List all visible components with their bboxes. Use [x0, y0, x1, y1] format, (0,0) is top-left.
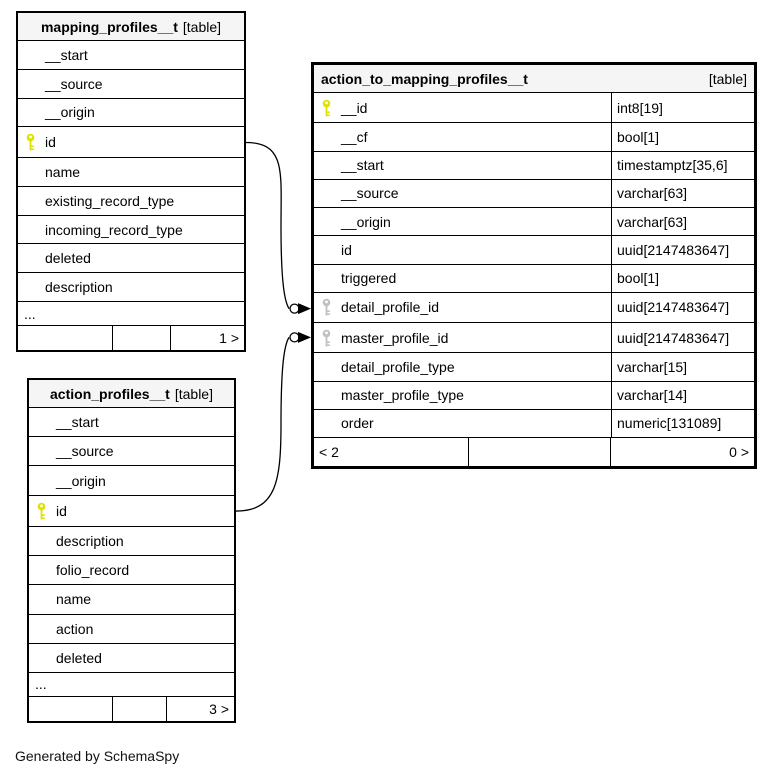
table-footer [314, 438, 754, 466]
column-row-source [314, 180, 754, 208]
column-row-start [314, 152, 754, 180]
column-row-detail-profile-type [314, 353, 754, 381]
column-type: varchar[63] [611, 180, 754, 207]
column-name: __id [341, 99, 368, 116]
column-name: __origin [56, 472, 106, 489]
column-name-cell [18, 158, 244, 186]
fk-connector-action_profiles__t-id [236, 332, 311, 511]
footer-cell-middle [113, 326, 171, 350]
column-row-origin [314, 208, 754, 236]
table-name: action_profiles__t [50, 385, 170, 402]
column-row-cf [314, 123, 754, 151]
column-name-cell [314, 208, 611, 235]
ellipsis-label: ... [35, 676, 47, 693]
column-name-cell [18, 127, 244, 157]
table-header-action-to-mapping-profiles-t[interactable] [314, 65, 754, 93]
column-name-cell [29, 585, 234, 613]
table-node-action-profiles-t[interactable] [27, 378, 236, 723]
more-columns-row [18, 302, 244, 326]
column-name: master_profile_type [341, 387, 464, 404]
foreign-key-icon [314, 298, 341, 316]
table-name: action_to_mapping_profiles__t [321, 70, 528, 87]
column-row-name [29, 585, 234, 614]
column-row-start [29, 408, 234, 437]
column-name: description [56, 532, 124, 549]
column-type: uuid[2147483647] [611, 323, 754, 352]
column-name: incoming_record_type [45, 221, 183, 238]
column-type: numeric[131089] [611, 410, 754, 437]
column-row-id [29, 496, 234, 527]
table-tag: [table] [174, 385, 213, 402]
column-name: triggered [341, 270, 397, 287]
column-name: deleted [56, 649, 102, 666]
column-row-description [18, 273, 244, 302]
column-name: action [56, 620, 94, 637]
column-row-id [18, 127, 244, 158]
table-node-mapping-profiles-t[interactable] [16, 11, 246, 352]
footer-cell-right: 1 > [219, 330, 239, 347]
column-row-id [314, 93, 754, 123]
column-name: id [45, 134, 56, 151]
column-name-cell [18, 216, 244, 244]
column-name: name [56, 591, 92, 608]
footer-cell-right: 3 > [209, 700, 229, 717]
footer-cell-right: 0 > [729, 444, 749, 460]
fk-connector-mapping_profiles__t-id [246, 143, 311, 315]
column-name-cell [314, 382, 611, 409]
column-row-deleted [29, 644, 234, 673]
column-name-cell [18, 187, 244, 215]
column-row-source [29, 437, 234, 466]
table-footer [18, 326, 244, 350]
footer-cell-left [29, 697, 113, 721]
footer-cell-middle [469, 438, 611, 466]
column-name-cell [18, 70, 244, 98]
column-name: __source [341, 185, 399, 202]
column-name: __start [56, 414, 99, 431]
table-header-mapping-profiles-t[interactable] [18, 13, 244, 41]
column-row-existing-record-type [18, 187, 244, 216]
column-name-cell [314, 410, 611, 437]
column-type: bool[1] [611, 123, 754, 150]
column-row-incoming-record-type [18, 216, 244, 245]
column-row-deleted [18, 244, 244, 273]
column-name: detail_profile_id [341, 299, 440, 316]
column-row-id [314, 236, 754, 264]
table-tag: [table] [708, 70, 747, 87]
column-name-cell [29, 556, 234, 584]
footer-cell-left: < 2 [314, 438, 469, 466]
column-name: __origin [45, 104, 95, 121]
column-name-cell [18, 273, 244, 301]
column-row-master-profile-id [314, 323, 754, 353]
column-name: __origin [341, 213, 391, 230]
primary-key-icon [29, 502, 56, 520]
column-name-cell [314, 293, 611, 322]
column-row-action [29, 615, 234, 644]
column-name-cell [29, 496, 234, 526]
column-row-detail-profile-id [314, 293, 754, 323]
column-name-cell [314, 323, 611, 352]
column-name: __source [56, 443, 114, 460]
column-name: __start [45, 46, 88, 63]
column-name-cell [18, 244, 244, 272]
column-row-origin [18, 99, 244, 128]
column-name: existing_record_type [45, 192, 175, 209]
column-name-cell [29, 644, 234, 672]
column-type: uuid[2147483647] [611, 293, 754, 322]
table-header-action-profiles-t[interactable] [29, 380, 234, 408]
column-name-cell [29, 615, 234, 643]
ellipsis-label: ... [24, 305, 36, 322]
column-name: order [341, 415, 374, 432]
column-name: detail_profile_type [341, 358, 455, 375]
column-name: name [45, 164, 81, 181]
primary-key-icon [18, 133, 45, 151]
column-type: uuid[2147483647] [611, 236, 754, 263]
arrowhead-marker [298, 332, 311, 343]
table-footer [29, 697, 234, 721]
column-row-description [29, 527, 234, 556]
column-name: __source [45, 75, 103, 92]
column-type: varchar[14] [611, 382, 754, 409]
column-name-cell [29, 408, 234, 436]
column-name: __cf [341, 128, 368, 145]
column-type: timestamptz[35,6] [611, 152, 754, 179]
generated-by-label: Generated by SchemaSpy [15, 748, 180, 764]
zero-or-one-circle-marker [290, 333, 299, 342]
column-row-master-profile-type [314, 382, 754, 410]
arrowhead-marker [298, 303, 311, 314]
column-row-origin [29, 466, 234, 495]
column-name: folio_record [56, 562, 130, 579]
column-name-cell [18, 41, 244, 69]
column-name-cell [29, 437, 234, 465]
column-name-cell [314, 180, 611, 207]
column-name: id [341, 241, 352, 258]
column-row-name [18, 158, 244, 187]
column-name: id [56, 502, 67, 519]
column-name-cell [314, 353, 611, 380]
column-name-cell [314, 265, 611, 292]
column-type: bool[1] [611, 265, 754, 292]
table-node-action-to-mapping-profiles-t[interactable] [311, 62, 757, 469]
table-tag: [table] [182, 18, 222, 35]
column-name-cell [314, 123, 611, 150]
zero-or-one-circle-marker [290, 304, 299, 313]
column-type: int8[19] [611, 93, 754, 122]
table-name: mapping_profiles__t [40, 18, 178, 35]
column-row-source [18, 70, 244, 99]
column-name-cell [314, 236, 611, 263]
column-name: description [45, 279, 113, 296]
column-type: varchar[15] [611, 353, 754, 380]
column-row-start [18, 41, 244, 70]
column-name: deleted [45, 250, 91, 267]
column-name: master_profile_id [341, 329, 449, 346]
foreign-key-icon [314, 329, 341, 347]
column-row-folio-record [29, 556, 234, 585]
primary-key-icon [314, 99, 341, 117]
more-columns-row [29, 673, 234, 697]
column-name-cell [18, 99, 244, 127]
column-row-triggered [314, 265, 754, 293]
column-name: __start [341, 157, 384, 174]
footer-cell-middle [113, 697, 167, 721]
column-name-cell [29, 527, 234, 555]
column-name-cell [29, 466, 234, 494]
column-row-order [314, 410, 754, 438]
column-name-cell [314, 93, 611, 122]
column-name-cell [314, 152, 611, 179]
footer-cell-left [18, 326, 113, 350]
column-type: varchar[63] [611, 208, 754, 235]
